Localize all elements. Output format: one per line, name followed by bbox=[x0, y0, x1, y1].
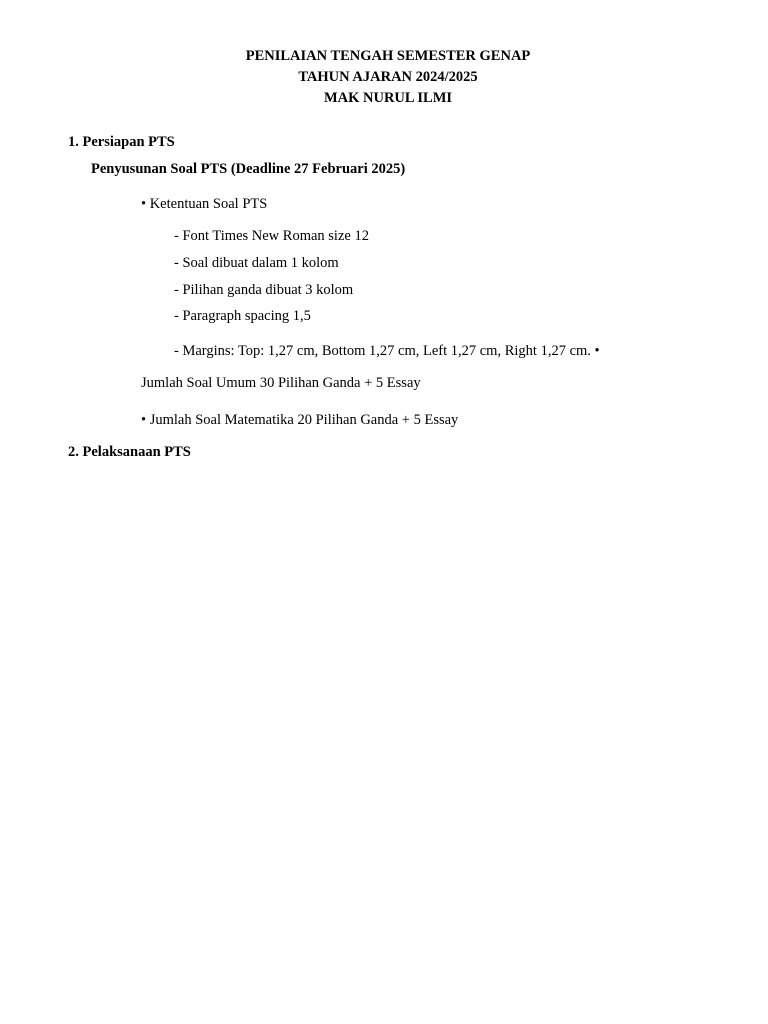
document-header bbox=[0, 46, 768, 109]
header-title: PENILAIAN TENGAH SEMESTER GENAP bbox=[245, 48, 531, 64]
jumlah-soal-matematika: • Jumlah Soal Matematika 20 Pilihan Ganda + 5 Essay bbox=[141, 412, 459, 428]
header-academic-year: TAHUN AJARAN 2024/2025 bbox=[298, 69, 478, 85]
rule-item: - Pilihan ganda dibuat 3 kolom bbox=[174, 282, 354, 298]
rule-item: - Soal dibuat dalam 1 kolom bbox=[174, 255, 339, 271]
section-1-subheading: Penyusunan Soal PTS (Deadline 27 Februari 2025) bbox=[91, 161, 406, 177]
rule-item: - Font Times New Roman size 12 bbox=[174, 228, 369, 244]
header-school-name: MAK NURUL ILMI bbox=[323, 90, 453, 106]
section-2-heading: 2. Pelaksanaan PTS bbox=[68, 444, 191, 460]
rule-item: - Paragraph spacing 1,5 bbox=[174, 308, 311, 324]
jumlah-soal-umum: Jumlah Soal Umum 30 Pilihan Ganda + 5 Essay bbox=[141, 375, 421, 391]
bullet-ketentuan-soal: • Ketentuan Soal PTS bbox=[141, 196, 268, 212]
rule-item: - Margins: Top: 1,27 cm, Bottom 1,27 cm, Left 1,27 cm, Right 1,27 cm. • bbox=[174, 343, 600, 359]
section-1-heading: 1. Persiapan PTS bbox=[68, 134, 175, 150]
